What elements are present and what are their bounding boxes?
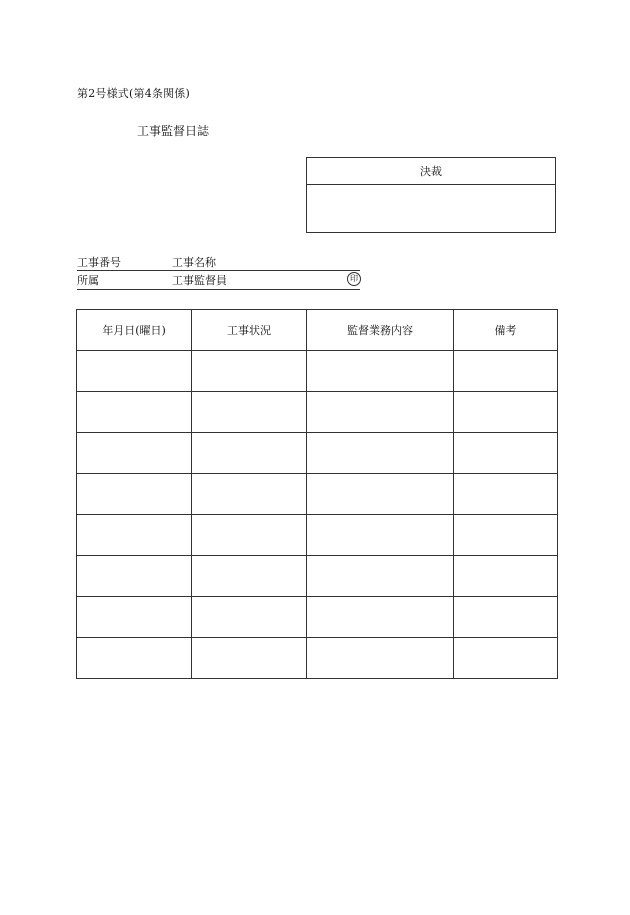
affiliation-label: 所属 [77,274,99,287]
supervisor-label: 工事監督員 [172,274,227,287]
header-remarks: 備考 [454,310,558,351]
table-cell [307,351,454,392]
table-cell [307,556,454,597]
table-row [77,351,558,392]
table-cell [77,556,192,597]
table-cell [192,597,307,638]
table-cell [454,515,558,556]
table-cell [77,638,192,679]
table-cell [77,474,192,515]
table-cell [77,597,192,638]
table-cell [77,515,192,556]
table-row [77,638,558,679]
table-cell [307,433,454,474]
construction-info-row [77,254,360,271]
document-title: 工事監督日誌 [137,124,210,138]
header-date: 年月日(曜日) [77,310,192,351]
header-supervision-content: 監督業務内容 [307,310,454,351]
table-cell [192,392,307,433]
table-cell [307,515,454,556]
table-cell [77,433,192,474]
table-cell [454,474,558,515]
table-cell [192,638,307,679]
construction-name-label: 工事名称 [172,256,216,269]
table-cell [77,351,192,392]
table-row [77,597,558,638]
supervision-log-table [76,309,558,679]
table-cell [192,433,307,474]
table-row [77,474,558,515]
table-cell [307,474,454,515]
affiliation-info-row [77,272,360,290]
table-cell [192,474,307,515]
table-cell [307,392,454,433]
table-cell [192,556,307,597]
approval-header: 決裁 [307,158,555,185]
table-row [77,556,558,597]
table-cell [454,638,558,679]
table-cell [454,597,558,638]
table-cell [454,433,558,474]
form-number-label: 第2号様式(第4条関係) [77,87,190,100]
table-cell [454,392,558,433]
table-cell [192,351,307,392]
approval-box [306,157,556,233]
table-cell [307,597,454,638]
construction-number-label: 工事番号 [77,256,121,269]
table-row [77,392,558,433]
table-header-row [77,310,558,351]
table-row [77,433,558,474]
table-cell [192,515,307,556]
table-cell [77,392,192,433]
table-cell [454,351,558,392]
table-cell [454,556,558,597]
header-work-status: 工事状況 [192,310,307,351]
table-row [77,515,558,556]
seal-mark: 印 [347,272,361,286]
table-cell [307,638,454,679]
